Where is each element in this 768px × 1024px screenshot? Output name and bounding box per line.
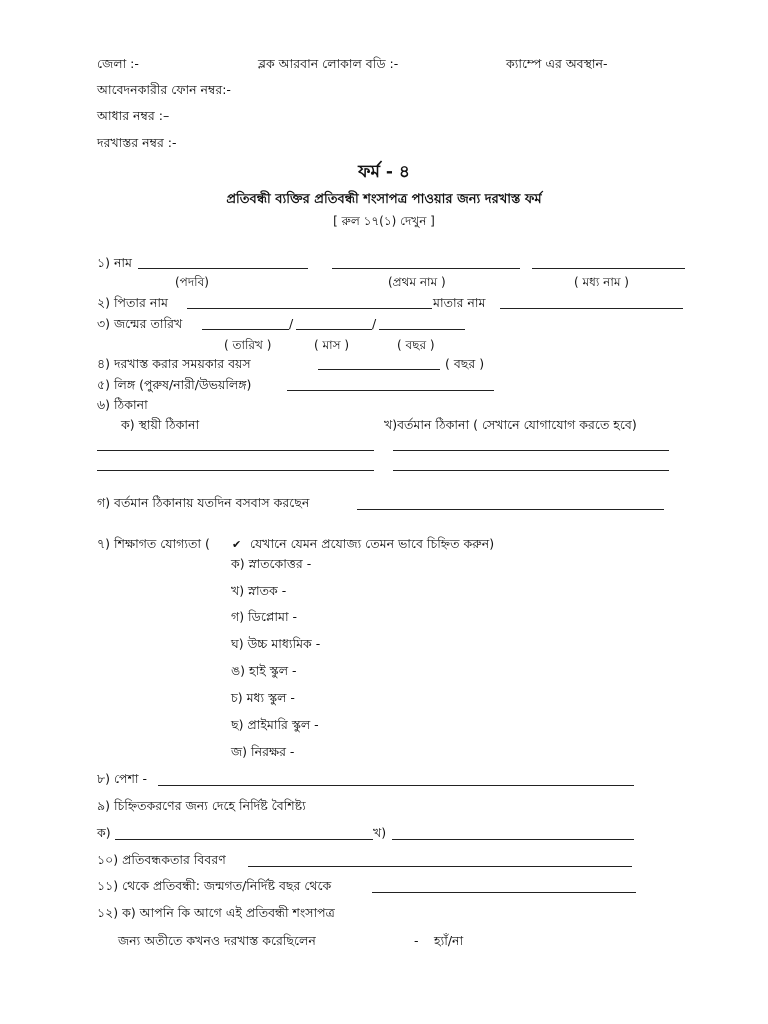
district-label: জেলা :-: [97, 56, 139, 71]
form-subtitle: প্রতিবন্ধী ব্যক্তির প্রতিবন্ধী শংসাপত্র পাওয়ার জন্য দরখাস্ত ফর্ম: [226, 192, 542, 207]
middle-name-line[interactable]: [532, 268, 685, 269]
disabled-since-label: ১১) থেকে প্রতিবন্ধী: জন্মগত/নির্দিষ্ট বছর থেকে: [97, 878, 332, 893]
surname-caption: (পদবি): [175, 275, 209, 289]
name-label: ১) নাম: [97, 255, 132, 270]
education-instruction: যেখানে যেমন প্রযোজ্য তেমন ভাবে চিহ্নিত করুন): [250, 536, 495, 551]
middle-name-caption: ( মধ্য নাম ): [574, 275, 629, 289]
disability-description-line[interactable]: [248, 866, 632, 867]
gender-label: ৫) লিঙ্গ (পুরুষ/নারী/উভয়লিঙ্গ): [97, 377, 252, 392]
date-caption: ( তারিখ ): [224, 338, 272, 352]
previous-application-question-cont: জন্য অতীতে কখনও দরখাস্ত করেছিলেন: [118, 933, 316, 948]
current-address-line[interactable]: [393, 470, 669, 471]
permanent-address-label: ক) স্থায়ী ঠিকানা: [121, 417, 200, 432]
identification-a-label: ক): [97, 825, 111, 840]
disabled-since-line[interactable]: [372, 892, 636, 893]
identification-b-line[interactable]: [392, 839, 634, 840]
rule-reference: [ রুল ১৭(১) দেখুন ]: [333, 214, 435, 228]
dob-date-line[interactable]: [202, 329, 289, 330]
education-option[interactable]: খ) স্নাতক -: [231, 583, 287, 598]
permanent-address-line[interactable]: [97, 450, 374, 451]
year-caption: ( বছর ): [397, 338, 435, 352]
occupation-label: ৮) পেশা -: [97, 771, 148, 786]
permanent-address-line[interactable]: [97, 470, 374, 471]
aadhaar-label: আধার নম্বর :–: [97, 108, 170, 123]
gender-line[interactable]: [287, 390, 494, 391]
education-option[interactable]: ঙ) হাই স্কুল -: [231, 663, 297, 678]
yes-no-answer[interactable]: হ্যাঁ/না: [434, 933, 464, 948]
education-label: ৭) শিক্ষাগত যোগ্যতা (: [97, 536, 210, 551]
dob-label: ৩) জন্মের তারিখ: [97, 316, 183, 331]
dob-separator: /: [289, 316, 294, 331]
check-mark-icon: ✔: [232, 538, 242, 551]
education-option[interactable]: ছ) প্রাইমারি স্কুল -: [231, 717, 319, 732]
application-number-label: দরখাস্তর নম্বর :-: [97, 135, 177, 150]
residence-duration-label: গ) বর্তমান ঠিকানায় যতদিন বসবাস করছেন: [97, 495, 310, 510]
surname-line[interactable]: [138, 268, 308, 269]
address-label: ৬) ঠিকানা: [97, 397, 148, 412]
father-name-label: ২) পিতার নাম: [97, 295, 168, 310]
current-address-line[interactable]: [393, 450, 669, 451]
answer-dash: -: [414, 933, 419, 948]
father-name-line[interactable]: [187, 308, 432, 309]
education-option[interactable]: ঘ) উচ্চ মাধ্যমিক -: [231, 636, 321, 651]
education-option[interactable]: চ) মধ্য স্কুল -: [231, 690, 295, 705]
disability-description-label: ১০) প্রতিবন্ধকতার বিবরণ: [97, 852, 226, 867]
age-line[interactable]: [318, 369, 440, 370]
dob-month-line[interactable]: [296, 329, 372, 330]
education-option[interactable]: গ) ডিপ্লোমা -: [231, 609, 298, 624]
age-unit: ( বছর ): [445, 356, 485, 371]
previous-application-question: ১২) ক) আপনি কি আগে এই প্রতিবন্ধী শংসাপত্র: [97, 905, 335, 920]
occupation-line[interactable]: [158, 785, 634, 786]
identification-label: ৯) চিহ্নিতকরণের জন্য দেহে নির্দিষ্ট বৈশিষ্ট্য: [97, 798, 306, 813]
age-label: ৪) দরখাস্ত করার সময়কার বয়স: [97, 356, 251, 371]
phone-label: আবেদনকারীর ফোন নম্বর:-: [97, 82, 231, 97]
mother-name-label: মাতার নাম: [433, 295, 486, 310]
current-address-label: খ)বর্তমান ঠিকানা ( সেখানে যোগাযোগ করতে হবে): [384, 417, 637, 432]
identification-a-line[interactable]: [115, 839, 373, 840]
residence-duration-line[interactable]: [357, 509, 664, 510]
dob-separator: /: [372, 316, 377, 331]
camp-location-label: ক্যাম্পে এর অবস্থান-: [506, 56, 608, 71]
month-caption: ( মাস ): [314, 338, 350, 352]
mother-name-line[interactable]: [500, 308, 683, 309]
education-option[interactable]: জ) নিরক্ষর -: [231, 744, 295, 759]
first-name-caption: (প্রথম নাম ): [388, 275, 446, 289]
dob-year-line[interactable]: [379, 329, 465, 330]
education-option[interactable]: ক) স্নাতকোত্তর -: [231, 556, 312, 571]
form-title: ফর্ম - ৪: [358, 162, 410, 182]
first-name-line[interactable]: [332, 268, 520, 269]
block-label: ব্লক আরবান লোকাল বডি :-: [258, 56, 399, 71]
identification-b-label: খ): [373, 825, 387, 840]
